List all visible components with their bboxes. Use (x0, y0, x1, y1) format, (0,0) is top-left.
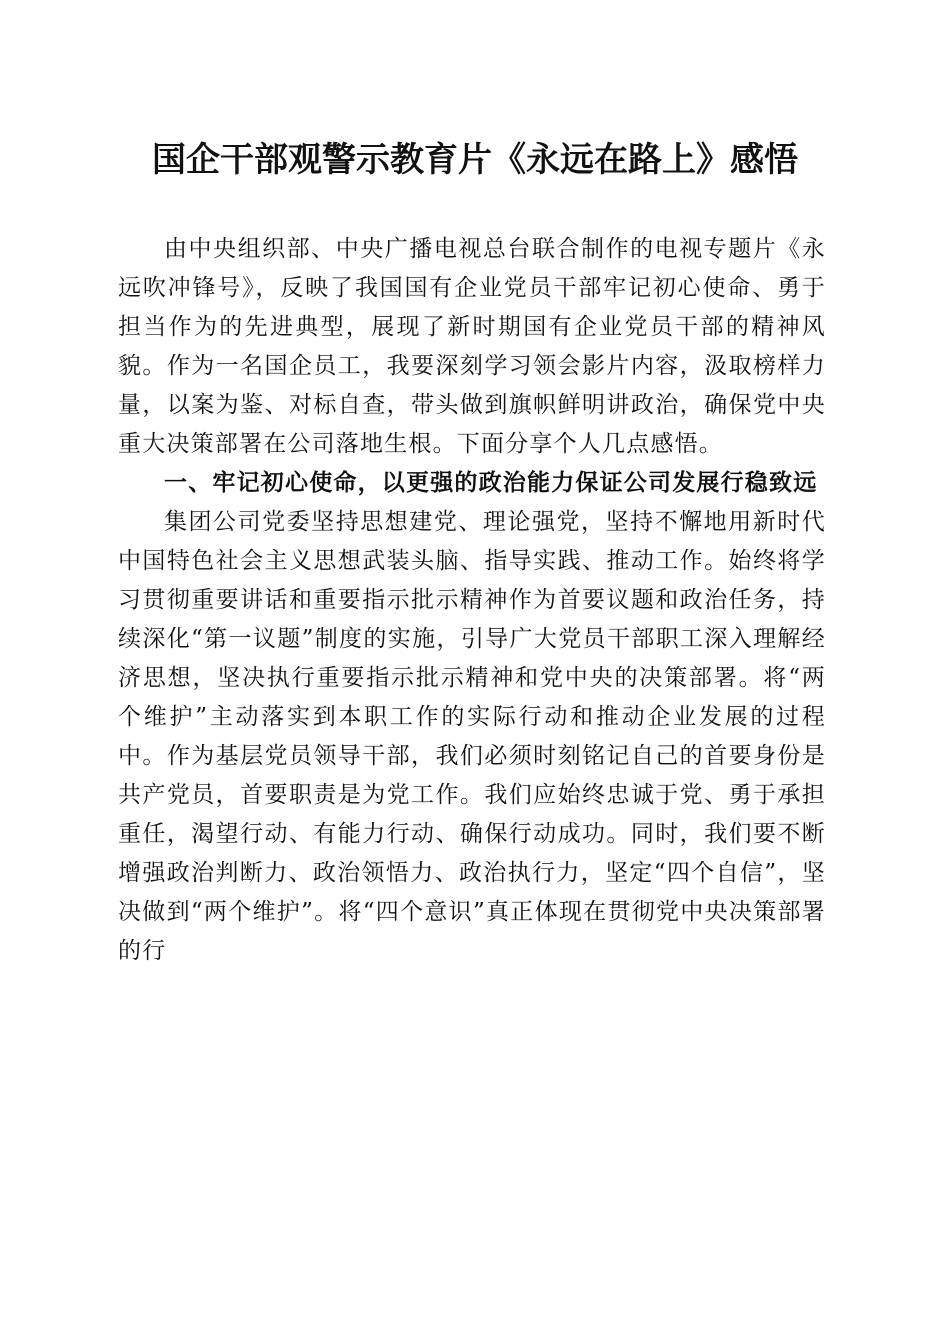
section-heading: 一、牢记初心使命，以更强的政治能力保证公司发展行稳致远 (164, 470, 818, 496)
document-title: 国企干部观警示教育片《永远在路上》感悟 (152, 140, 798, 180)
section-paragraph: 集团公司党委坚持思想建党、理论强党，坚持不懈地用新时代中国特色社会主义思想武装头脑、指导实践、推动工作。始终将学习贯彻重要讲话和重要指示批示精神作为首要议题和政治任务，持续深化“第一议题”制度的实施，引导广大党员干部职工深入理解经济思想，坚决执行重要指示批示精神和党中央的决策部署。将“两个维护”主动落实到本职工作的实际行动和推动企业发展的过程中。作为基层党员领导干部，我们必须时刻铭记自己的首要身份是共产党员，首要职责是为党工作。我们应始终忠诚于党、勇于承担重任，渴望行动、有能力行动、确保行动成功。同时，我们要不断增强政治判断力、政治领悟力、政治执行力，坚定“四个自信”，坚决做到“两个维护”。将“四个意识”真正体现在贯彻党中央决策部署的行 (118, 509, 826, 964)
intro-paragraph: 由中央组织部、中央广播电视总台联合制作的电视专题片《永远吹冲锋号》，反映了我国国有企业党员干部牢记初心使命、勇于担当作为的先进典型，展现了新时期国有企业党员干部的精神风貌。作为一名国企员工，我要深刻学习领会影片内容，汲取榜样力量，以案为鉴、对标自查，带头做到旗帜鲜明讲政治，确保党中央重大决策部署在公司落地生根。下面分享个人几点感悟。 (118, 236, 826, 457)
document-body (118, 230, 826, 971)
